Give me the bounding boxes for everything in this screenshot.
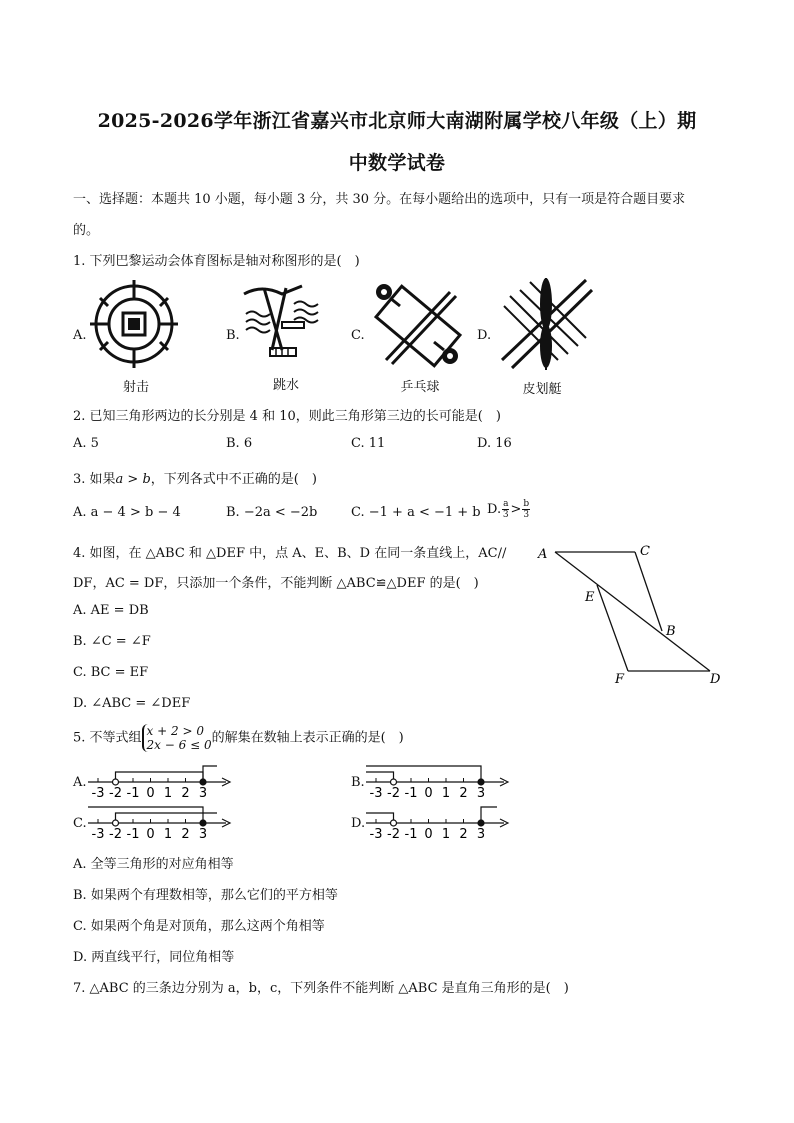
axis-tick-label: 2 [459, 827, 468, 842]
q5-option-b-letter: B. [351, 775, 365, 790]
q3-option-c: C. −1 + a < −1 + b [351, 505, 481, 520]
closed-point [478, 779, 484, 785]
diving-icon [242, 280, 326, 360]
q3-frac2-den: 3 [523, 510, 530, 520]
q1-option-a-caption: 射击 [122, 380, 149, 395]
q3-stem-math: a > b [115, 472, 151, 487]
axis-tick-label: -1 [404, 827, 418, 842]
section-instructions-line2: 的。 [73, 223, 100, 238]
q5-sys-line1: x + 2 > 0 [146, 724, 204, 738]
q6-option-d: D. 两直线平行，同位角相等 [73, 950, 235, 965]
q4-option-d: D. ∠ABC = ∠DEF [73, 696, 191, 711]
axis-tick-label: -2 [387, 786, 400, 801]
q3-frac2-num: b [523, 499, 530, 509]
axis-tick-label: 0 [146, 827, 155, 842]
q2-option-b: B. 6 [226, 436, 253, 451]
open-point [113, 820, 119, 826]
axis-tick-label: 0 [424, 827, 433, 842]
axis-tick-label: 0 [146, 786, 155, 801]
q4-option-c: C. BC = EF [73, 665, 149, 680]
q5-option-c-letter: C. [73, 816, 87, 831]
q2-option-d: D. 16 [477, 436, 512, 451]
label-D: D [710, 672, 721, 687]
axis-tick-label: 2 [181, 786, 190, 801]
q3-stem-prefix: 3. 如果 [73, 472, 116, 487]
q3-frac1-num: a [503, 499, 509, 509]
q1-option-b-letter: B. [226, 328, 240, 343]
axis-tick-label: 1 [441, 827, 451, 842]
open-point [391, 820, 397, 826]
solution-range [366, 813, 394, 823]
exam-title-line1: 2025-2026学年浙江省嘉兴市北京师大南湖附属学校八年级（上）期 [97, 110, 697, 132]
axis-tick-label: 2 [459, 786, 468, 801]
axis-tick-label: -3 [369, 827, 383, 842]
q2-option-a: A. 5 [73, 436, 99, 451]
open-point [391, 779, 397, 785]
open-point [113, 779, 119, 785]
axis-tick-label: 3 [198, 786, 208, 801]
q1-option-c-caption: 乒乓球 [400, 380, 440, 395]
q5-option-c-number-line [88, 803, 236, 843]
axis-tick-label: -2 [387, 827, 400, 842]
section-instructions-line1: 一、选择题：本题共 10 小题，每小题 3 分，共 30 分。在每小题给出的选项中，只有一项是符合题目要求 [73, 192, 686, 207]
q1-option-b-caption: 跳水 [272, 378, 299, 393]
q3-option-a: A. a − 4 > b − 4 [73, 505, 181, 520]
axis-tick-label: -3 [369, 786, 383, 801]
solution-range [366, 772, 394, 782]
q3-option-d [487, 499, 531, 520]
solution-range [116, 772, 204, 782]
label-E: E [585, 590, 595, 605]
axis-tick-label: 1 [441, 786, 451, 801]
q5-option-d-letter: D. [351, 816, 366, 831]
q5-sys-line2: 2x − 6 ≤ 0 [146, 738, 212, 752]
label-F: F [615, 672, 625, 687]
q5-option-a-number-line [88, 762, 236, 802]
axis-tick-label: 2 [181, 827, 190, 842]
q6-option-b: B. 如果两个有理数相等，那么它们的平方相等 [73, 888, 338, 903]
q4-option-a: A. AE = DB [73, 603, 149, 618]
q5-option-b-number-line [366, 762, 514, 802]
canoe-icon [498, 276, 594, 372]
q1-option-d-letter: D. [477, 328, 492, 343]
shooting-icon [88, 278, 180, 370]
q3-option-d-frac1 [502, 499, 509, 520]
closed-point [200, 820, 206, 826]
label-B: B [666, 624, 676, 639]
q4-stem-line1: 4. 如图，在 △ABC 和 △DEF 中，点 A、E、B、D 在同一条直线上，AC// [73, 546, 507, 561]
q3-option-d-op: > [510, 502, 522, 517]
q3-stem [73, 468, 317, 487]
q3-option-d-frac2 [522, 499, 530, 520]
q3-option-b: B. −2a < −2b [226, 505, 318, 520]
closed-point [478, 820, 484, 826]
q2-stem: 2. 已知三角形两边的长分别是 4 和 10，则此三角形第三边的长可能是( ) [73, 409, 501, 424]
axis-tick-label: -2 [109, 786, 122, 801]
axis-tick-label: 1 [163, 786, 173, 801]
axis-tick-label: -3 [91, 827, 105, 842]
axis-tick-label: 3 [476, 827, 486, 842]
q3-frac1-den: 3 [502, 510, 509, 520]
q3-stem-suffix: ，下列各式中不正确的是( ) [150, 472, 317, 487]
q5-option-d-number-line [366, 803, 514, 843]
axis-tick-label: 3 [198, 827, 208, 842]
closed-point [200, 779, 206, 785]
q2-option-c: C. 11 [351, 436, 386, 451]
axis-tick-label: -1 [126, 827, 140, 842]
q7-stem: 7. △ABC 的三条边分别为 a，b，c，下列条件不能判断 △ABC 是直角三角形的是( ) [73, 981, 569, 996]
q1-option-c-letter: C. [351, 328, 365, 343]
axis-tick-label: -3 [91, 786, 105, 801]
q5-stem [73, 724, 404, 752]
q4-stem-line2: DF，AC = DF，只添加一个条件，不能判断 △ABC≌△DEF 的是( ) [73, 576, 479, 591]
label-C: C [640, 544, 650, 559]
axis-tick-label: -2 [109, 827, 122, 842]
q6-option-c: C. 如果两个角是对顶角，那么这两个角相等 [73, 919, 325, 934]
q5-inequality-system [142, 724, 212, 752]
q3-option-d-prefix: D. [487, 502, 502, 517]
axis-tick-label: 1 [163, 827, 173, 842]
axis-tick-label: -1 [404, 786, 418, 801]
q4-option-b: B. ∠C = ∠F [73, 634, 151, 649]
exam-title-line2: 中数学试卷 [348, 152, 446, 174]
table-tennis-icon [370, 280, 466, 372]
q1-option-d-caption: 皮划艇 [522, 382, 562, 397]
q5-option-a-letter: A. [73, 775, 87, 790]
q4-triangle-figure [530, 538, 730, 688]
q6-option-a: A. 全等三角形的对应角相等 [73, 857, 234, 872]
axis-tick-label: -1 [126, 786, 140, 801]
axis-tick-label: 3 [476, 786, 486, 801]
q5-stem-suffix: 的解集在数轴上表示正确的是( ) [211, 730, 404, 746]
q1-stem: 1. 下列巴黎运动会体育图标是轴对称图形的是( ) [73, 254, 360, 269]
label-A: A [538, 547, 548, 562]
q5-stem-prefix: 5. 不等式组 [73, 730, 142, 746]
axis-tick-label: 0 [424, 786, 433, 801]
q1-option-a-letter: A. [73, 328, 87, 343]
